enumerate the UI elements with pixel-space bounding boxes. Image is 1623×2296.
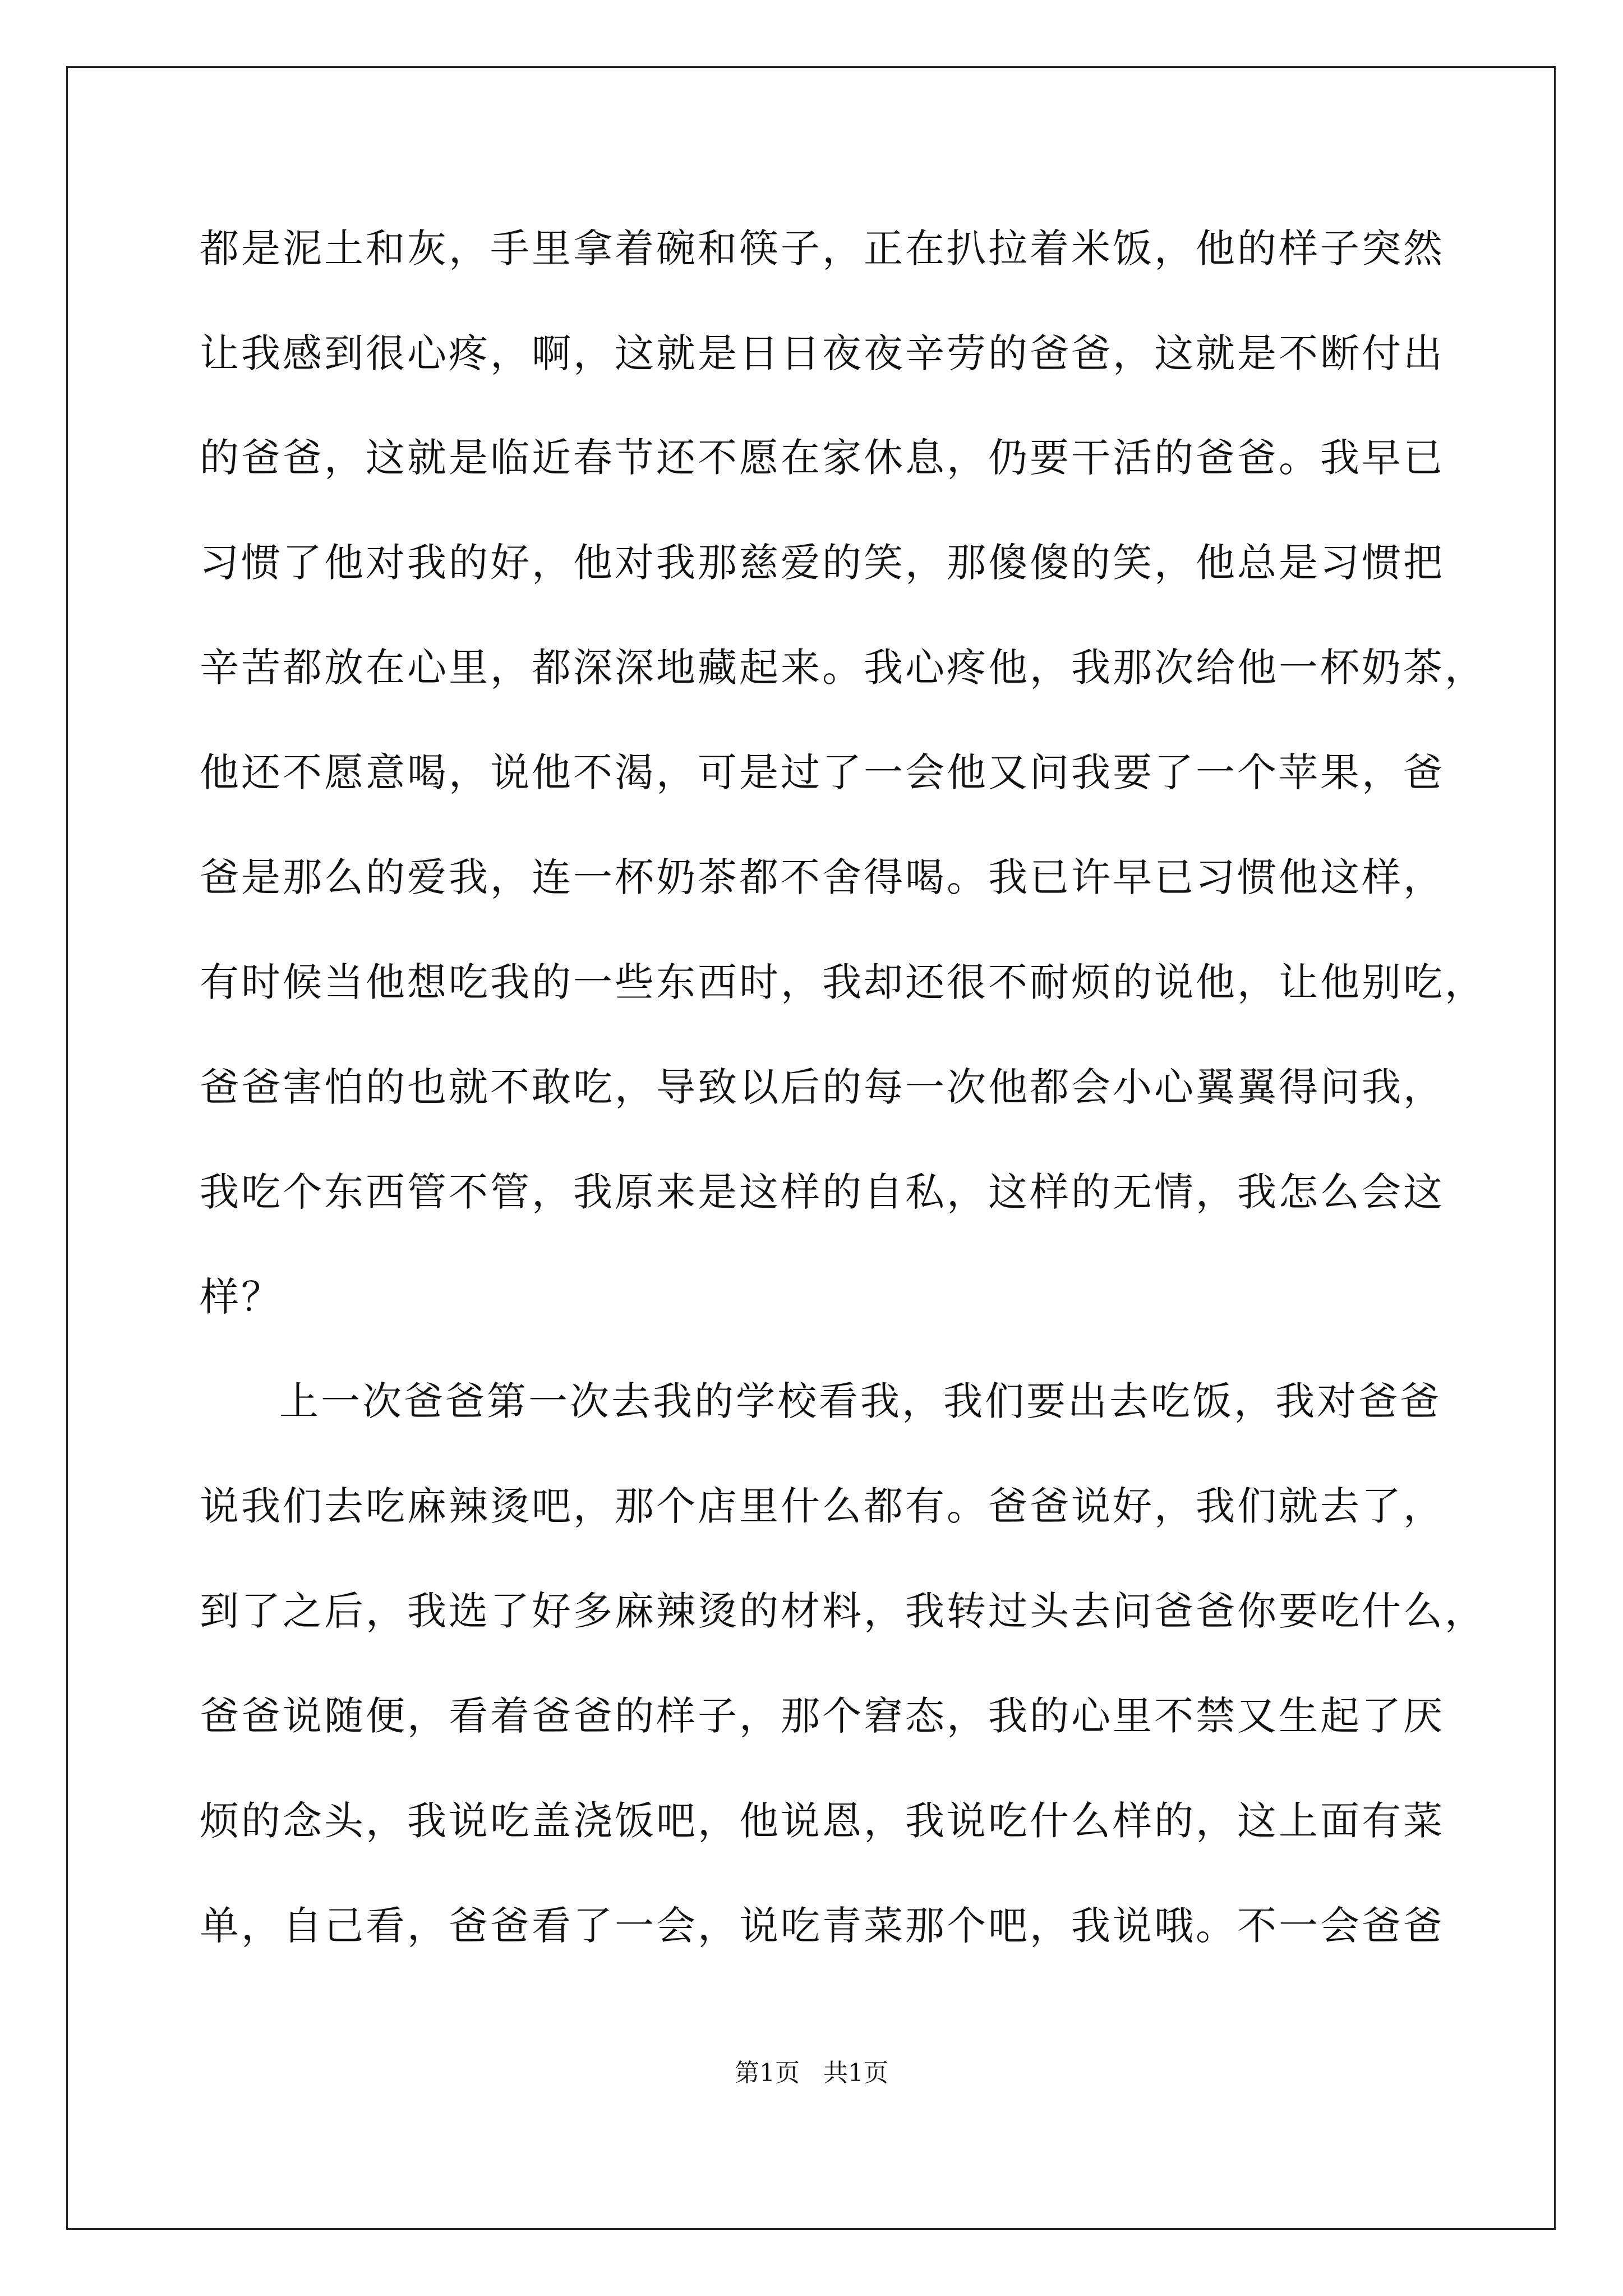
body-line-9: 爸爸害怕的也就不敢吃，导致以后的每一次他都会小心翼翼得问我， <box>200 1064 1445 1110</box>
body-line-11: 样？ <box>200 1274 283 1320</box>
body-line-4: 习惯了他对我的好，他对我那慈爱的笑，那傻傻的笑，他总是习惯把 <box>200 540 1445 586</box>
body-line-17: 单，自己看，爸爸看了一会，说吃青菜那个吧，我说哦。不一会爸爸 <box>200 1903 1445 1949</box>
body-line-1: 都是泥土和灰，手里拿着碗和筷子，正在扒拉着米饭，他的样子突然 <box>200 226 1445 272</box>
page-footer: 第1页 共1页 <box>735 2059 888 2087</box>
body-line-3: 的爸爸，这就是临近春节还不愿在家休息，仍要干活的爸爸。我早已 <box>200 435 1445 481</box>
body-line-10: 我吃个东西管不管，我原来是这样的自私，这样的无情，我怎么会这 <box>200 1169 1445 1215</box>
body-line-5: 辛苦都放在心里，都深深地藏起来。我心疼他，我那次给他一杯奶茶， <box>200 645 1486 691</box>
body-line-7: 爸是那么的爱我，连一杯奶茶都不舍得喝。我已许早已习惯他这样， <box>200 854 1445 900</box>
body-line-12: 上一次爸爸第一次去我的学校看我，我们要出去吃饭，我对爸爸 <box>279 1378 1441 1424</box>
body-line-6: 他还不愿意喝，说他不渴，可是过了一会他又问我要了一个苹果，爸 <box>200 749 1445 795</box>
body-line-2: 让我感到很心疼，啊，这就是日日夜夜辛劳的爸爸，这就是不断付出 <box>200 330 1445 376</box>
body-line-16: 烦的念头，我说吃盖浇饭吧，他说恩，我说吃什么样的，这上面有菜 <box>200 1798 1445 1844</box>
body-line-13: 说我们去吃麻辣烫吧，那个店里什么都有。爸爸说好，我们就去了， <box>200 1483 1445 1529</box>
body-line-8: 有时候当他想吃我的一些东西时，我却还很不耐烦的说他，让他别吃， <box>200 959 1486 1005</box>
body-line-15: 爸爸说随便，看着爸爸的样子，那个窘态，我的心里不禁又生起了厌 <box>200 1693 1445 1739</box>
body-line-14: 到了之后，我选了好多麻辣烫的材料，我转过头去问爸爸你要吃什么， <box>200 1588 1486 1634</box>
